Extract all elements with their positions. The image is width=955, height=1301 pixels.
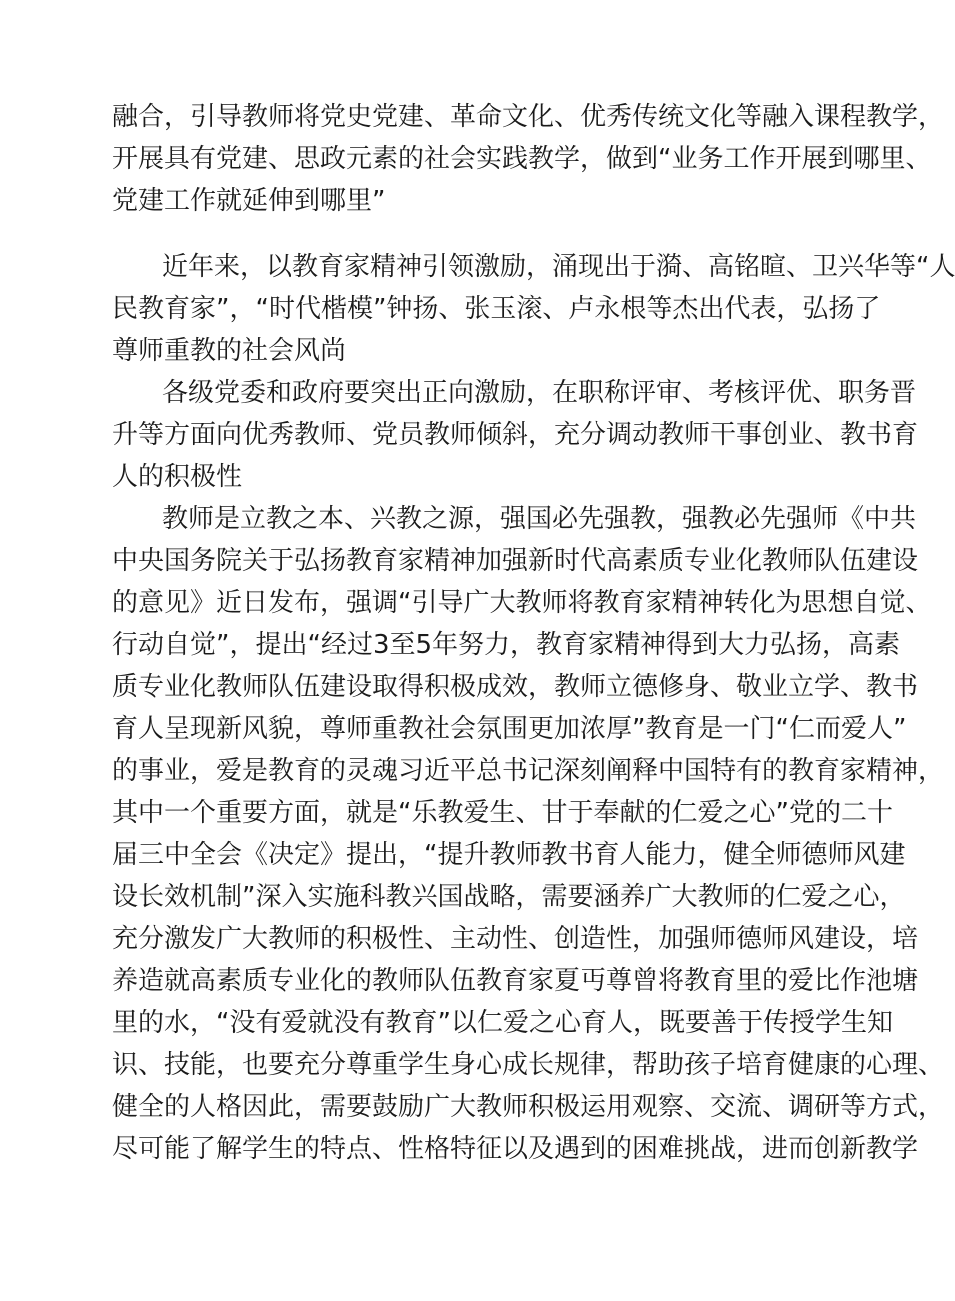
text-line: 的意见》近日发布，强调“引导广大教师将教育家精神转化为思想自觉、 [112, 588, 932, 618]
text-line: 升等方面向优秀教师、党员教师倾斜，充分调动教师干事创业、教书育 [112, 420, 919, 450]
text-line: 开展具有党建、思政元素的社会实践教学，做到“业务工作开展到哪里、 [112, 144, 932, 174]
text-line: 里的水，“没有爱就没有教育”以仁爱之心育人，既要善于传授学生知 [112, 1008, 893, 1038]
text-line: 各级党委和政府要突出正向激励，在职称评审、考核评优、职务晋 [162, 378, 917, 408]
text-line: 人的积极性 [112, 462, 243, 492]
text-line: 育人呈现新风貌，尊师重教社会氛围更加浓厚”教育是一门“仁而爱人” [112, 714, 907, 744]
text-line: 健全的人格因此，需要鼓励广大教师积极运用观察、交流、调研等方式， [112, 1092, 945, 1122]
text-line: 其中一个重要方面，就是“乐教爱生、甘于奉献的仁爱之心”党的二十 [112, 798, 893, 828]
text-line: 尽可能了解学生的特点、性格特征以及遇到的困难挑战，进而创新教学 [112, 1134, 919, 1164]
text-line: 养造就高素质专业化的教师队伍教育家夏丏尊曾将教育里的爱比作池塘 [112, 966, 919, 996]
text-line: 行动自觉”，提出“经过3至5年努力，教育家精神得到大力弘扬，高素 [112, 630, 901, 660]
paragraph [112, 96, 945, 222]
text-line: 中央国务院关于弘扬教育家精神加强新时代高素质专业化教师队伍建设 [112, 546, 919, 576]
text-line: 教师是立教之本、兴教之源，强国必先强教，强教必先强师《中共 [162, 504, 917, 534]
text-line: 充分激发广大教师的积极性、主动性、创造性，加强师德师风建设，培 [112, 924, 919, 954]
text-line: 识、技能，也要充分尊重学生身心成长规律，帮助孩子培育健康的心理、 [112, 1050, 945, 1080]
paragraph [112, 246, 955, 372]
text-line: 质专业化教师队伍建设取得积极成效，教师立德修身、敬业立学、教书 [112, 672, 919, 702]
paragraph [112, 372, 919, 498]
text-line: 近年来，以教育家精神引领激励，涌现出于漪、高铭暄、卫兴华等“人 [162, 252, 955, 282]
paragraph [112, 498, 945, 1170]
text-line: 民教育家”，“时代楷模”钟扬、张玉滚、卢永根等杰出代表，弘扬了 [112, 294, 881, 324]
text-line: 届三中全会《决定》提出，“提升教师教书育人能力，健全师德师风建 [112, 840, 906, 870]
text-line: 党建工作就延伸到哪里” [112, 186, 386, 216]
text-line: 设长效机制”深入实施科教兴国战略，需要涵养广大教师的仁爱之心， [112, 882, 906, 912]
text-line: 融合，引导教师将党史党建、革命文化、优秀传统文化等融入课程教学， [112, 102, 945, 132]
text-line: 的事业，爱是教育的灵魂习近平总书记深刻阐释中国特有的教育家精神， [112, 756, 945, 786]
text-line: 尊师重教的社会风尚 [112, 336, 347, 366]
